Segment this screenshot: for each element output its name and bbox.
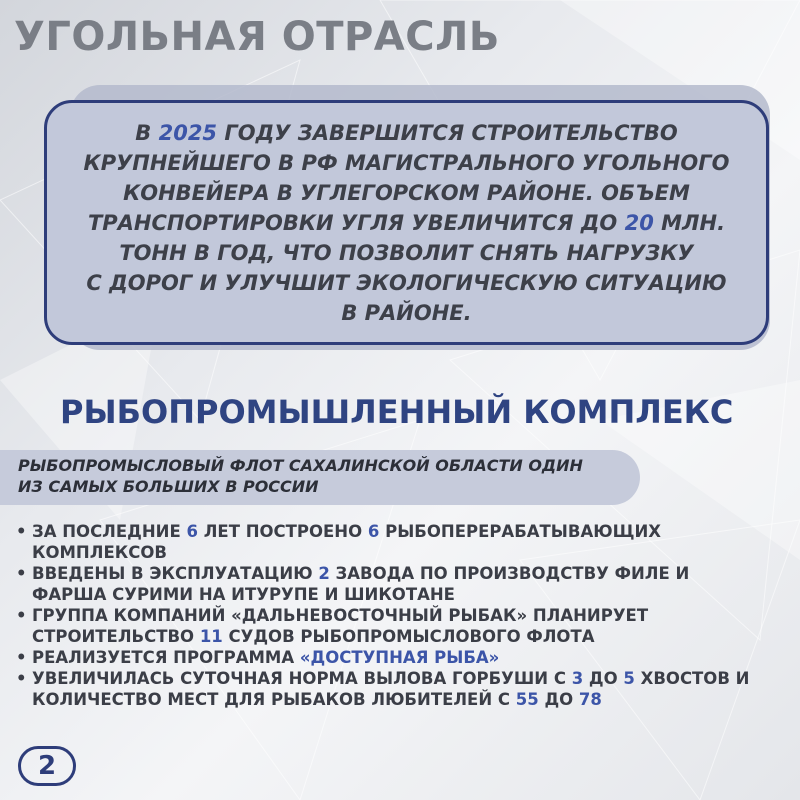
page-number-badge xyxy=(18,746,76,786)
text-segment: ХВОСТОВ И xyxy=(634,669,750,688)
text-segment: КОЛИЧЕСТВО МЕСТ ДЛЯ РЫБАКОВ ЛЮБИТЕЛЕЙ С xyxy=(32,690,516,709)
text-segment: В РАЙОНЕ. xyxy=(341,300,472,325)
highlighted-value: 55 xyxy=(515,690,539,709)
text-segment: ЗА ПОСЛЕДНИЕ xyxy=(32,522,187,541)
text-segment: КРУПНЕЙШЕГО В РФ МАГИСТРАЛЬНОГО УГОЛЬНОГО xyxy=(83,150,730,175)
text-segment: С ДОРОГ И УЛУЧШИТ ЭКОЛОГИЧЕСКУЮ СИТУАЦИЮ xyxy=(86,270,727,295)
text-segment: В xyxy=(135,120,159,145)
text-segment: ДО xyxy=(538,690,579,709)
text-segment: ВВЕДЕНЫ В ЭКСПЛУАТАЦИЮ xyxy=(32,564,319,583)
text-segment: РЕАЛИЗУЕТСЯ ПРОГРАММА xyxy=(32,648,300,667)
coal-section-title: УГОЛЬНАЯ ОТРАСЛЬ xyxy=(14,14,500,60)
list-item xyxy=(14,521,784,563)
list-item xyxy=(14,605,784,647)
text-segment: ТРАНСПОРТИРОВКИ УГЛЯ УВЕЛИЧИТСЯ ДО xyxy=(87,210,625,235)
highlighted-value: 6 xyxy=(367,522,380,541)
list-item xyxy=(14,668,784,710)
banner-line: РЫБОПРОМЫСЛОВЫЙ ФЛОТ САХАЛИНСКОЙ ОБЛАСТИ ОДИН xyxy=(18,456,583,475)
coal-info-panel xyxy=(44,100,769,345)
list-item xyxy=(14,563,784,605)
fish-section-title: РЫБОПРОМЫШЛЕННЫЙ КОМПЛЕКС xyxy=(60,393,734,431)
banner-line: ИЗ САМЫХ БОЛЬШИХ В РОССИИ xyxy=(18,477,319,496)
text-segment: ТОНН В ГОД, ЧТО ПОЗВОЛИТ СНЯТЬ НАГРУЗКУ xyxy=(119,240,694,265)
text-segment: РЫБОПЕРЕРАБАТЫВАЮЩИХ xyxy=(379,522,662,541)
text-segment: КОНВЕЙЕРА В УГЛЕГОРСКОМ РАЙОНЕ. ОБЪЕМ xyxy=(123,180,690,205)
text-segment: ЛЕТ ПОСТРОЕНО xyxy=(197,522,368,541)
text-segment: СТРОИТЕЛЬСТВО xyxy=(32,627,200,646)
highlighted-value: 3 xyxy=(571,669,584,688)
highlighted-value: 78 xyxy=(578,690,602,709)
fish-banner-text xyxy=(18,455,583,497)
highlighted-value: 2 xyxy=(318,564,330,583)
highlighted-value: 11 xyxy=(199,627,223,646)
text-segment: ЗАВОДА ПО ПРОИЗВОДСТВУ ФИЛЕ И xyxy=(329,564,690,583)
text-segment: УВЕЛИЧИЛАСЬ СУТОЧНАЯ НОРМА ВЫЛОВА ГОРБУШИ С xyxy=(32,669,572,688)
highlighted-value: 6 xyxy=(186,522,198,541)
text-segment: ФАРША СУРИМИ НА ИТУРУПЕ И ШИКОТАНЕ xyxy=(32,585,455,604)
fish-bullet-list xyxy=(14,521,784,710)
highlighted-value: 20 xyxy=(624,210,654,235)
highlighted-value: 5 xyxy=(623,669,635,688)
highlighted-value: 2025 xyxy=(158,120,218,145)
text-segment: КОМПЛЕКСОВ xyxy=(32,543,167,562)
fish-banner xyxy=(0,450,640,505)
coal-description xyxy=(84,118,730,328)
highlighted-value: «ДОСТУПНАЯ РЫБА» xyxy=(299,648,500,667)
text-segment: СУДОВ РЫБОПРОМЫСЛОВОГО ФЛОТА xyxy=(222,627,595,646)
text-segment: ГОДУ ЗАВЕРШИТСЯ СТРОИТЕЛЬСТВО xyxy=(217,120,678,145)
text-segment: МЛН. xyxy=(653,210,726,235)
text-segment: ГРУППА КОМПАНИЙ «ДАЛЬНЕВОСТОЧНЫЙ РЫБАК» ПЛАНИРУЕТ xyxy=(32,606,649,625)
text-segment: ДО xyxy=(583,669,624,688)
page-number: 2 xyxy=(37,751,57,781)
list-item xyxy=(14,647,784,668)
